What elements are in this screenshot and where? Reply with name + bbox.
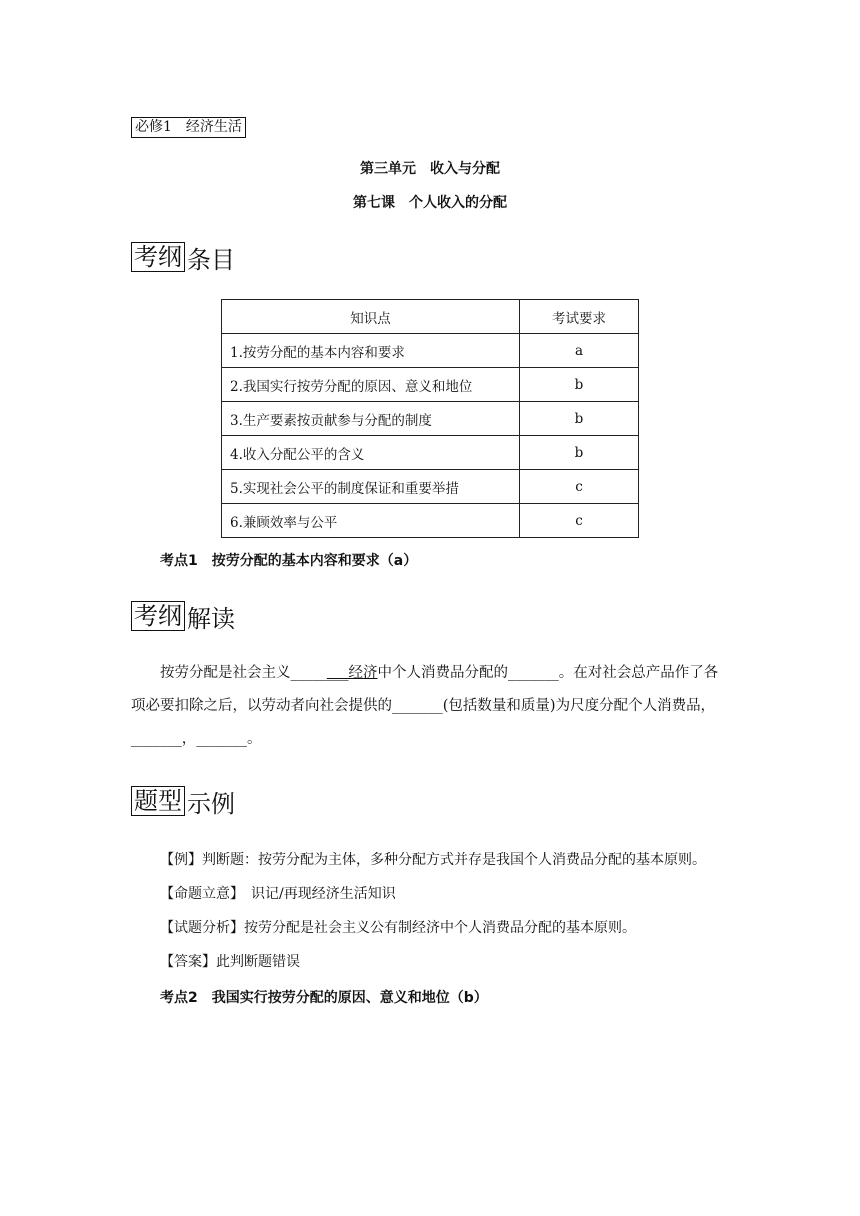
cell-req: a: [520, 334, 639, 368]
table-row: [222, 504, 639, 538]
cell-req: c: [520, 504, 639, 538]
cell-point: 3.生产要素按贡献参与分配的制度: [222, 402, 520, 436]
example-analysis: 【试题分析】按劳分配是社会主义公有制经济中个人消费品分配的基本原则。: [160, 920, 636, 936]
unit-title: 第三单元 收入与分配: [360, 161, 500, 177]
example-question: 【例】判断题：按劳分配为主体，多种分配方式并存是我国个人消费品分配的基本原则。: [160, 852, 706, 868]
requirements-table: [221, 299, 639, 538]
cell-point: 5.实现社会公平的制度保证和重要举措: [222, 470, 520, 504]
section-interpret-boxed: 考纲: [131, 601, 185, 631]
para-text-5: ，: [181, 731, 197, 747]
table-row: [222, 436, 639, 470]
cell-req: c: [520, 470, 639, 504]
table-row: [222, 334, 639, 368]
blank-2: _______: [508, 665, 559, 681]
section-outline-heading: [131, 241, 235, 273]
section-outline-rest: 条目: [187, 245, 235, 274]
cell-point: 6.兼顾效率与公平: [222, 504, 520, 538]
table-row: [222, 368, 639, 402]
blank-4: _______: [131, 731, 182, 747]
cell-point: 4.收入分配公平的含义: [222, 436, 520, 470]
cell-point: 2.我国实行按劳分配的原因、意义和地位: [222, 368, 520, 402]
para-text-1: 按劳分配是社会主义: [160, 665, 291, 681]
para-text-6: 。: [247, 731, 262, 747]
kaodian-1-heading: 考点1 按劳分配的基本内容和要求（a）: [160, 553, 418, 569]
blank-3: _______: [392, 698, 443, 714]
table-row: [222, 470, 639, 504]
cell-point: 1.按劳分配的基本内容和要求: [222, 334, 520, 368]
table-row: [222, 402, 639, 436]
subject-tag: 必修1 经济生活: [131, 117, 246, 138]
section-example-heading: [131, 785, 235, 817]
blank-5: _______: [196, 731, 247, 747]
table-header-row: [222, 300, 639, 334]
col-header-knowledge: 知识点: [222, 300, 520, 334]
cell-req: b: [520, 402, 639, 436]
cell-req: b: [520, 368, 639, 402]
section-outline-boxed: 考纲: [131, 242, 185, 272]
cell-req: b: [520, 436, 639, 470]
interpret-paragraph: [131, 657, 731, 756]
section-example-rest: 示例: [187, 789, 235, 818]
para-text-3: 。在对社会总产品作了各项必要扣除之后，以劳动者向社会提供的: [131, 665, 719, 714]
para-text-4: (包括数量和质量)为尺度分配个人消费品，: [442, 698, 716, 714]
example-answer: 【答案】此判断题错误: [160, 954, 300, 970]
example-intent: 【命题立意】 识记/再现经济生活知识: [160, 886, 396, 902]
lesson-title: 第七课 个人收入的分配: [353, 195, 507, 211]
blank-1-filled: ___经济: [326, 665, 378, 681]
col-header-requirement: 考试要求: [520, 300, 639, 334]
blank-1: _____: [290, 665, 327, 681]
section-example-boxed: 题型: [131, 786, 185, 816]
section-interpret-rest: 解读: [187, 604, 235, 633]
section-interpret-heading: [131, 600, 235, 632]
kaodian-2-heading: 考点2 我国实行按劳分配的原因、意义和地位（b）: [160, 990, 488, 1006]
para-text-2: 中个人消费品分配的: [377, 665, 508, 681]
